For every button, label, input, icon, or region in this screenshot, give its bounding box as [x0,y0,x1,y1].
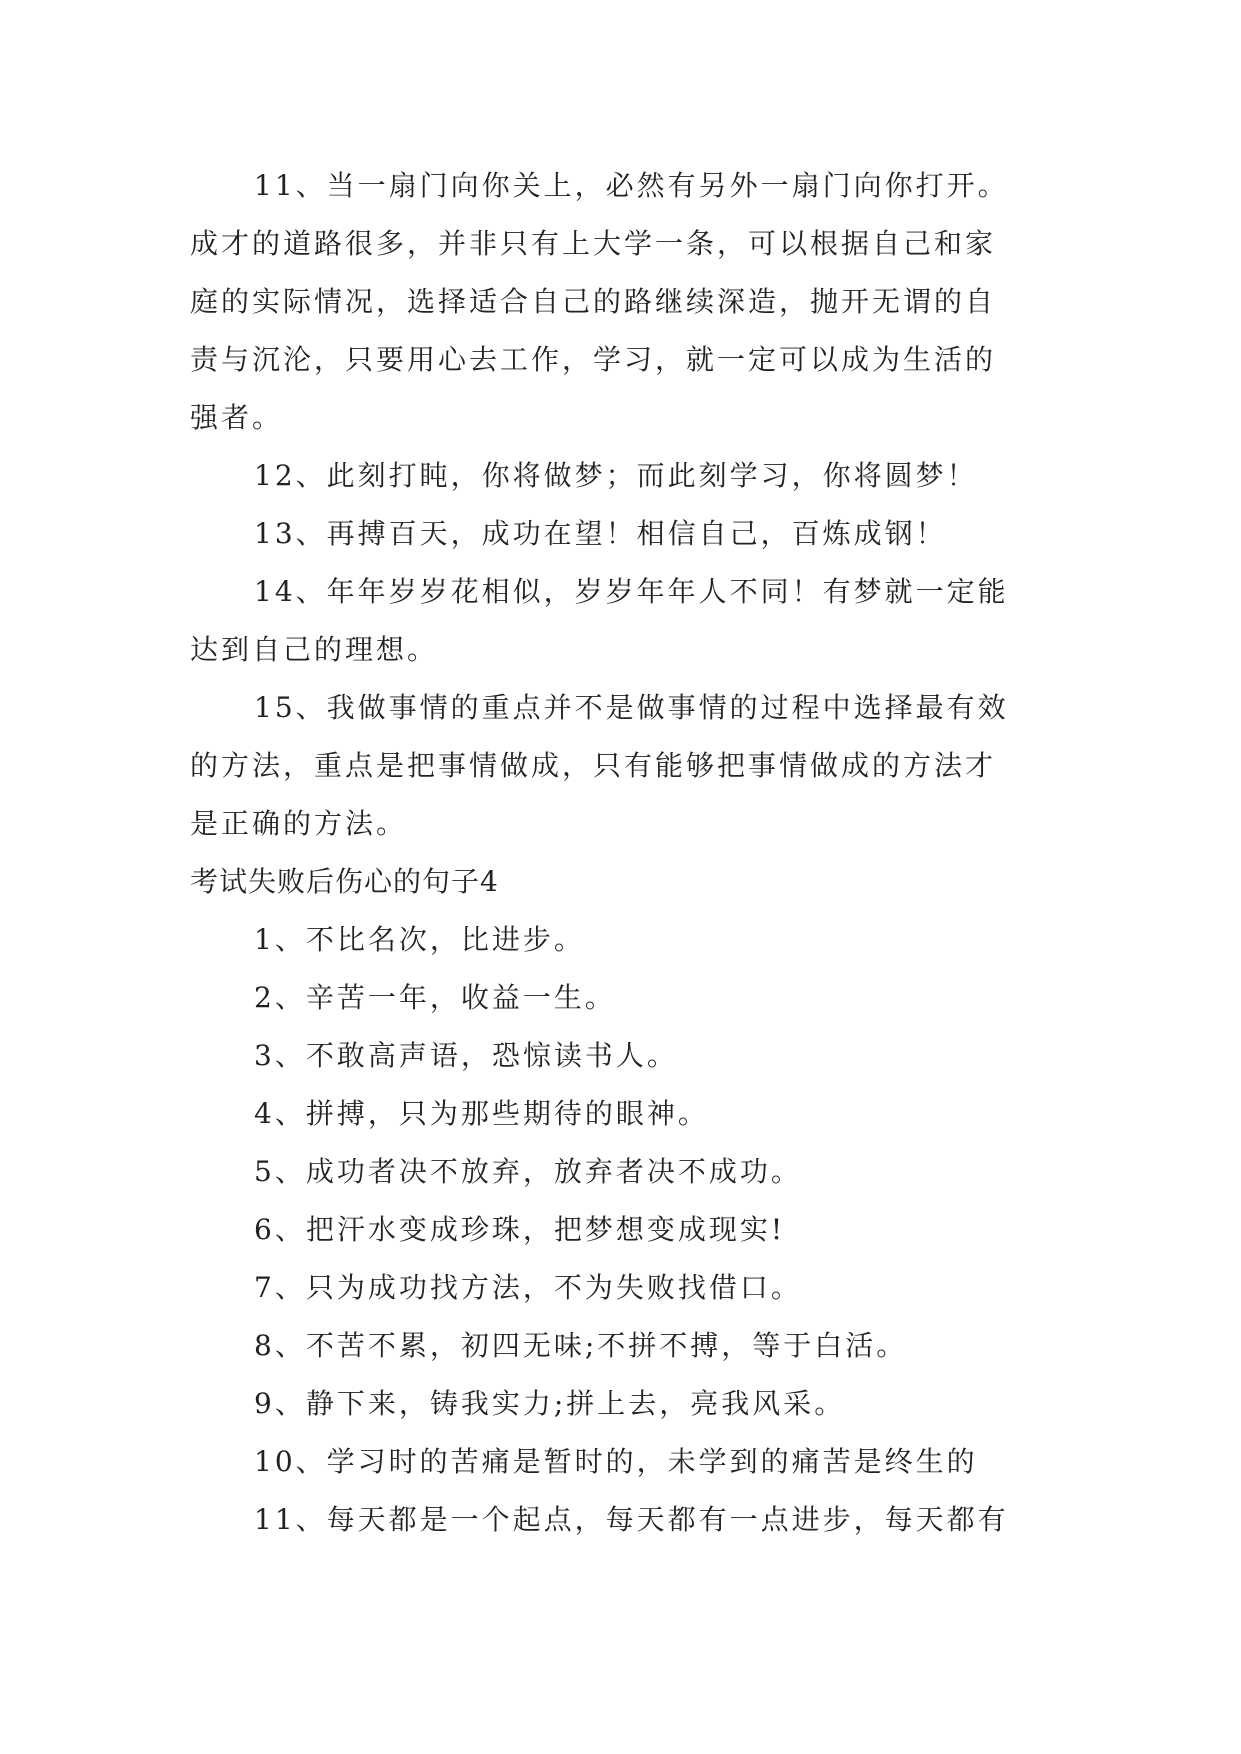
list-item: 10、学习时的苦痛是暂时的，未学到的痛苦是终生的 [254,1445,978,1478]
list-item: 9、静下来，铸我实力;拼上去，亮我风采。 [254,1387,846,1420]
text-line: 15、我做事情的重点并不是做事情的过程中选择最有效 [254,691,1009,724]
text-line: 是正确的方法。 [190,807,408,840]
text-line: 达到自己的理想。 [190,633,439,666]
paragraph-14 [190,563,1060,679]
list-item: 8、不苦不累，初四无味;不拼不搏，等于白活。 [254,1329,908,1362]
list-item: 4、拼搏，只为那些期待的眼神。 [254,1097,709,1130]
text-line: 14、年年岁岁花相似，岁岁年年人不同！有梦就一定能 [254,575,1009,608]
section-heading: 考试失败后伤心的句子4 [190,865,499,898]
list-item: 11、每天都是一个起点，每天都有一点进步，每天都有 [254,1503,1009,1536]
paragraph-13 [190,505,1060,563]
text-line: 11、当一扇门向你关上，必然有另外一扇门向你打开。 [254,169,1009,202]
text-line: 13、再搏百天，成功在望！相信自己，百炼成钢！ [254,517,947,550]
paragraph-12 [190,447,1060,505]
text-line: 12、此刻打盹，你将做梦；而此刻学习，你将圆梦！ [254,459,978,492]
text-line: 成才的道路很多，并非只有上大学一条，可以根据自己和家 [190,227,997,260]
text-line: 庭的实际情况，选择适合自己的路继续深造，抛开无谓的自 [190,285,997,318]
document-body [190,157,1060,1549]
list-item: 1、不比名次，比进步。 [254,923,585,956]
paragraph-15 [190,679,1060,853]
text-line: 责与沉沦，只要用心去工作，学习，就一定可以成为生活的 [190,343,997,376]
list-item: 5、成功者决不放弃，放弃者决不成功。 [254,1155,802,1188]
list-item: 3、不敢高声语，恐惊读书人。 [254,1039,678,1072]
list-item: 6、把汗水变成珍珠，把梦想变成现实! [254,1213,786,1246]
list-item: 2、辛苦一年，收益一生。 [254,981,616,1014]
list-item: 7、只为成功找方法，不为失败找借口。 [254,1271,802,1304]
text-line: 的方法，重点是把事情做成，只有能够把事情做成的方法才 [190,749,997,782]
text-line: 强者。 [190,401,284,434]
paragraph-11 [190,157,1060,447]
